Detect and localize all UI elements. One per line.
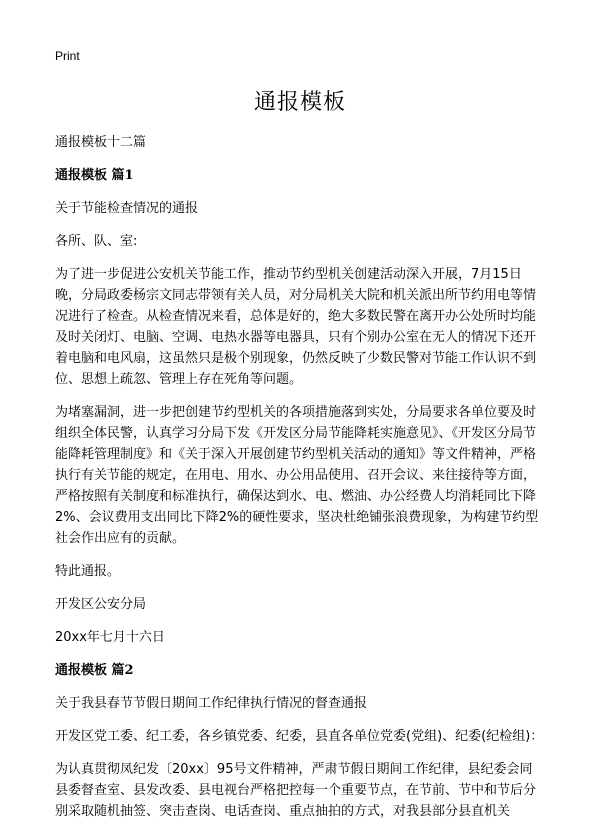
section-heading: 通报模板 篇2 — [55, 663, 134, 678]
notice-title: 关于节能检查情况的通报 — [55, 201, 199, 216]
salutation: 各所、队、室: — [55, 234, 138, 249]
body-paragraph: 为堵塞漏洞，进一步把创建节约型机关的各项措施落到实处，分局要求各单位要及时组织全体民警，认真学习分局下发《开发区分局节能降耗实施意见》、《开发区分局节能降耗管理制度》和《关于深入开展创建节约型机关活动的通知》等文件精神，严格执行有关节能的规定，在用电、用水、办公用品使用、召开会议、来往接待等方面，严格按照有关制度和标准执行，确保达到水、电、燃油、办公经费人均消耗同比下降2%、会议费用支出同比下降2%的硬性要求，坚决杜绝铺张浪费现象，为构建节约型社会作出应有的贡献。 — [55, 405, 539, 546]
body-paragraph: 为认真贯彻凤纪发〔20xx〕95号文件精神，严肃节假日期间工作纪律，县纪委会同县委督查室、县发改委、县电视台严格把控每一个重要节点，在节前、节中和节后分别采取随机抽签、突击查岗、电话查岗、重点抽拍的方式，对我县部分县直机关 — [55, 762, 537, 819]
section-2 — [55, 660, 545, 822]
closing-line: 特此通报。 — [55, 564, 121, 579]
notice-title: 关于我县春节节假日期间工作纪律执行情况的督查通报 — [55, 696, 368, 711]
document-title: 通报模板 — [253, 90, 346, 115]
salutation: 开发区党工委、纪工委，各乡镇党委、纪委，县直各单位党委(党组)、纪委(纪检组)： — [55, 729, 544, 744]
document-subtitle: 通报模板十二篇 — [55, 135, 147, 150]
section-heading: 通报模板 篇1 — [55, 168, 134, 183]
issuer: 开发区公安分局 — [55, 597, 147, 612]
issue-date: 20xx年七月十六日 — [55, 630, 165, 645]
print-label: Print — [55, 49, 80, 63]
body-paragraph: 为了进一步促进公安机关节能工作，推动节约型机关创建活动深入开展，7月15日晚，分局政委杨宗文同志带领有关人员，对分局机关大院和机关派出所节约用电等情况进行了检查。从检查情况来看，总体是好的，绝大多数民警在离开办公处所时均能及时关闭灯、电脑、空调、电热水器等电器具，只有个别办公室在无人的情况下还开着电脑和电风扇，这虽然只是极个别现象，仍然反映了少数民警对节能工作认识不到位、思想上疏忽、管理上存在死角等问题。 — [55, 267, 537, 387]
section-1 — [55, 165, 545, 648]
